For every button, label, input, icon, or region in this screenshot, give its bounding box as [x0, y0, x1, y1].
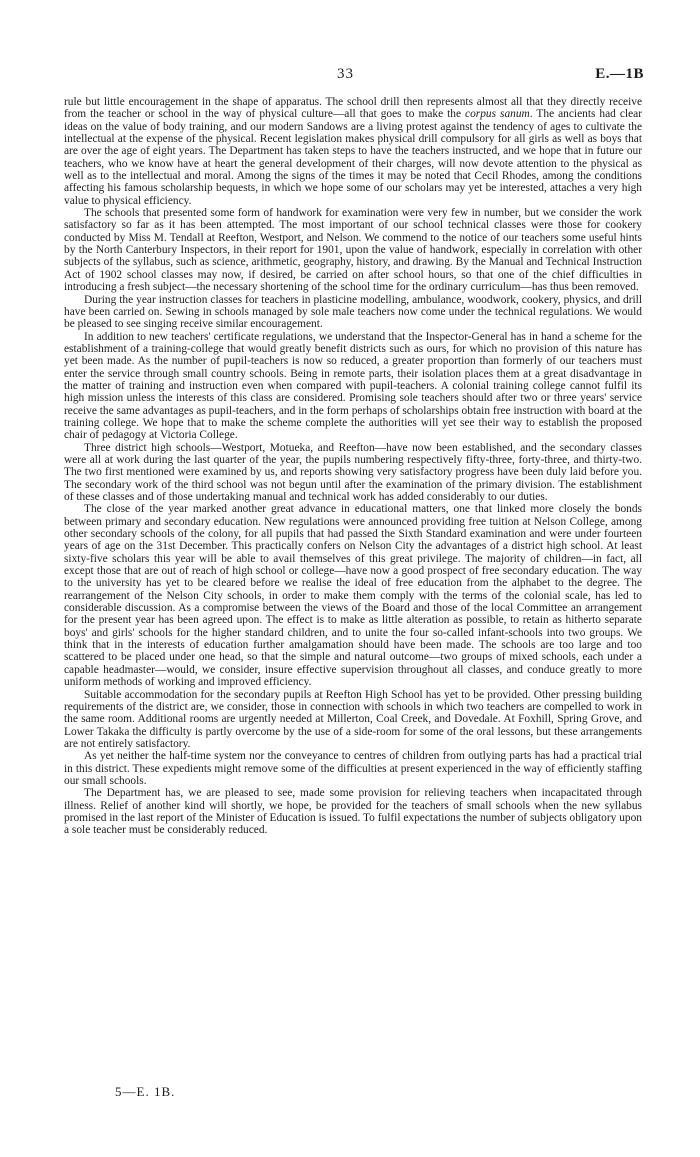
latin-phrase: corpus sanum — [465, 108, 530, 121]
page-header — [0, 66, 700, 86]
paragraph-handwork: The schools that presented some form of handwork for examination were very few in number, but we consider the work satisfactory so far as it has been attempted. The most important of our school technical classes were those for cookery conducted by Miss M. Tendall at Reefton, Westport, and Nelson. We commend to the notice of our teachers some useful hints by the North Canterbury Inspectors, in their report for 1901, upon the value of handwork, especially in correlation with other subjects of the syllabus, such as science, arithmetic, geography, history, and drawing. By the Manual and Technical Instruction Act of 1902 school classes may now, if desired, be carried on after school hours, so that one of the chief difficulties in introducing a fresh subject—the necessary shortening of the school time for the ordinary curriculum—has thus been removed. — [64, 207, 642, 294]
paragraph-half-time-system: As yet neither the half-time system nor the conveyance to centres of children from outlying parts has had a practical trial in this district. These expedients might remove some of the difficulties at present experienced in the way of efficiently staffing our small schools. — [64, 750, 642, 787]
report-body — [64, 96, 642, 837]
paragraph-physical-culture: rule but little encouragement in the shape of apparatus. The school drill then represents almost all that they directly receive from the teacher or school in the way of physical culture—all that goes to make the corpus sanum. The ancients had clear ideas on the value of body training, and our modern Sandows are a living protest against the tendency of ages to cultivate the intellectual at the expense of the physical. Recent legislation makes physical drill compulsory for all girls as well as boys that are over the age of eight years. The Department has taken steps to have the teachers instructed, and we hope that in future our teachers, who we know have at heart the general development of their charges, will now devote attention to the physical as well as to the intellectual and moral. Among the signs of the times it may be noted that Cecil Rhodes, among the conditions affecting his famous scholarship bequests, in which we hope some of our scholars may yet be interested, attaches a very high value to physical efficiency. — [64, 96, 642, 207]
paragraph-district-high-schools: Three district high schools—Westport, Motueka, and Reefton—have now been established, and the secondary classes were all at work during the last quarter of the year, the pupils numbering respectively fifty-three, forty-three, and thirty-two. The two first mentioned were examined by us, and reports showing very satisfactory progress have been duly laid before you. The secondary work of the third school was not begun until after the examination of the primary division. The establishment of these classes and of those undertaking manual and technical work has added considerably to our duties. — [64, 441, 642, 503]
paragraph-relief-for-teachers: The Department has, we are pleased to see, made some provision for relieving teachers when incapacitated through illness. Relief of another kind will shortly, we hope, be provided for the teachers of small schools when the new syllabus promised in the last report of the Minister of Education is issued. To fulfil expectations the number of subjects obligatory upon a sole teacher must be considerably reduced. — [64, 787, 642, 837]
paragraph-instruction-classes: During the year instruction classes for teachers in plasticine modelling, ambulance, woodwork, cookery, physics, and drill have been carried on. Sewing in schools managed by sole male teachers now come under the technical regulations. We would be pleased to see singing receive similar encouragement. — [64, 293, 642, 331]
paragraph-free-secondary-education: The close of the year marked another great advance in educational matters, one that linked more closely the bonds between primary and secondary education. New regulations were announced providing free tuition at Nelson College, among other secondary schools of the colony, for all pupils that had passed the Sixth Standard examination and were under fourteen years of age on the 31st December. This practically confers on Nelson City the advantages of a district high school. At least sixty-five scholars this year will be able to avail themselves of this great privilege. The majority of children—in fact, all except those that are out of reach of high school or college—have now a good prospect of free secondary education. The way to the university has yet to be cleared before we realise the ideal of free education from the alphabet to the degree. The rearrangement of the Nelson City schools, in order to make them comply with the terms of the colonial scale, has led to considerable discussion. As a compromise between the views of the Board and those of the local Committee an arrangement for the present year has been agreed upon. The effect is to make as little alteration as possible, to retain as hitherto separate boys' and girls' schools for the higher standard children, and to unite the four so-called infant-schools into two groups. We think that in the interests of education further amalgamation should have been made. The schools are too large and too scattered to be placed under one head, so that the simple and natural outcome—two groups of mixed schools, each under a capable headmaster—would, we consider, insure effective supervision throughout all classes, and conduce greatly to more uniform methods of working and improved efficiency. — [64, 503, 642, 689]
page-number: 33 — [337, 66, 354, 82]
document-reference: E.—1B — [595, 66, 644, 82]
paragraph-accommodation: Suitable accommodation for the secondary pupils at Reefton High School has yet to be provided. Other pressing building requirements of the district are, we consider, those in connection with schools in which two teachers are compelled to work in the same room. Additional rooms are urgently needed at Millerton, Coal Creek, and Dovedale. At Foxhill, Spring Grove, and Lower Takaka the difficulty is partly overcome by the use of a side-room for some of the oral lessons, but these arrangements are not entirely satisfactory. — [64, 688, 642, 750]
paragraph-training-college: In addition to new teachers' certificate regulations, we understand that the Inspector-General has in hand a scheme for the establishment of a training-college that would greatly benefit districts such as ours, for which no provision of this nature has yet been made. As the number of pupil-teachers is now so reduced, a greater proportion than formerly of our teachers must enter the service through small country schools. Being in remote parts, their isolation places them at a great disadvantage in the matter of training and instruction even when compared with pupil-teachers. A colonial training college cannot fulfil its high mission unless the interests of this class are considered. Promising sole teachers should after two or three years' service receive the same advantages as pupil-teachers, and in the form perhaps of scholarships obtain free instruction with board at the training college. We hope that to make the scheme complete the authorities will yet see their way to establish the proposed chair of pedagogy at Victoria College. — [64, 330, 642, 442]
page-signature: 5—E. 1B. — [115, 1084, 176, 1099]
